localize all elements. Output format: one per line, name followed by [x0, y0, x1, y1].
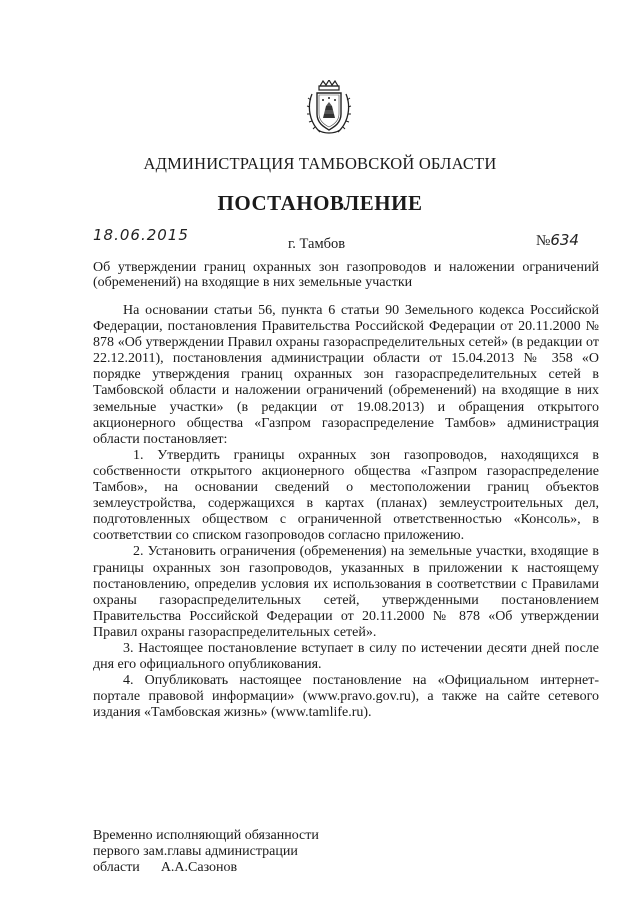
- item-4-paragraph: 4. Опубликовать настоящее постановление на «Официальном интернет-портале правовой информации» (www.pravo.gov.ru), а также на сайте сетевого издания «Тамбовская жизнь» (www.tamlife.ru).: [93, 673, 599, 721]
- signature-block: [93, 828, 319, 876]
- document-subject: Об утверждении границ охранных зон газопроводов и наложении ограничений (обременений) на входящие в них земельные участки: [93, 260, 599, 290]
- preamble-paragraph: На основании статьи 56, пункта 6 статьи 90 Земельного кодекса Российской Федерации, постановления Правительства Российской Федерации от 20.11.2000 № 878 «Об утверждении Правил охраны газораспределительных сетей» (в редакции от 22.12.2011), постановления администрации области от 15.04.2013 № 358 «О порядке утверждения границ охранных зон газораспределительных сетей в Тамбовской области и наложении ограничений (обременений) на входящие в них земельные участки» (в редакции от 19.08.2013) и обращения открытого акционерного общества «Газпром газораспределение Тамбов» администрация области постановляет:: [93, 303, 599, 447]
- agency-name: АДМИНИСТРАЦИЯ ТАМБОВСКОЙ ОБЛАСТИ: [143, 154, 497, 173]
- document-type-title: ПОСТАНОВЛЕНИЕ: [217, 191, 423, 215]
- signature-position-line-1: Временно исполняющий обязанности: [93, 828, 319, 843]
- number-prefix: №: [536, 233, 551, 249]
- document-body: [93, 303, 599, 721]
- number-value: 634: [550, 231, 579, 249]
- signature-position-line-3: [93, 860, 319, 876]
- coat-of-arms-icon: [306, 80, 352, 136]
- signature-position-line-2: первого зам.главы администрации: [93, 844, 298, 859]
- item-3-paragraph: 3. Настоящее постановление вступает в силу по истечении десяти дней после дня его официального опубликования.: [93, 640, 599, 673]
- document-number: [536, 231, 579, 250]
- signature-region-label: области: [93, 860, 140, 875]
- document-date: 18.06.2015: [93, 226, 189, 244]
- signatory-name: А.А.Сазонов: [160, 860, 238, 875]
- document-city: г. Тамбов: [288, 236, 346, 252]
- item-2-paragraph: 2. Установить ограничения (обременения) на земельные участки, входящие в границы охранных зон газопроводов, указанных в приложении к настоящему постановлению, определив условия их использования в соответствии с Правилами охраны газораспределительных сетей, утвержденными постановлением Правительства Российской Федерации от 20.11.2000 № 878 «Об утверждении Правил охраны газораспределительных сетей».: [93, 544, 599, 640]
- item-1-paragraph: 1. Утвердить границы охранных зон газопроводов, находящихся в собственности открытого акционерного общества «Газпром газораспределение Тамбов», на основании сведений о местоположении границ объектов землеустройства, содержащихся в картах (планах) землеустроительных дел, подготовленных обществом с ограниченной ответственностью «Консоль», в соответствии со списком газопроводов согласно приложению.: [93, 447, 599, 544]
